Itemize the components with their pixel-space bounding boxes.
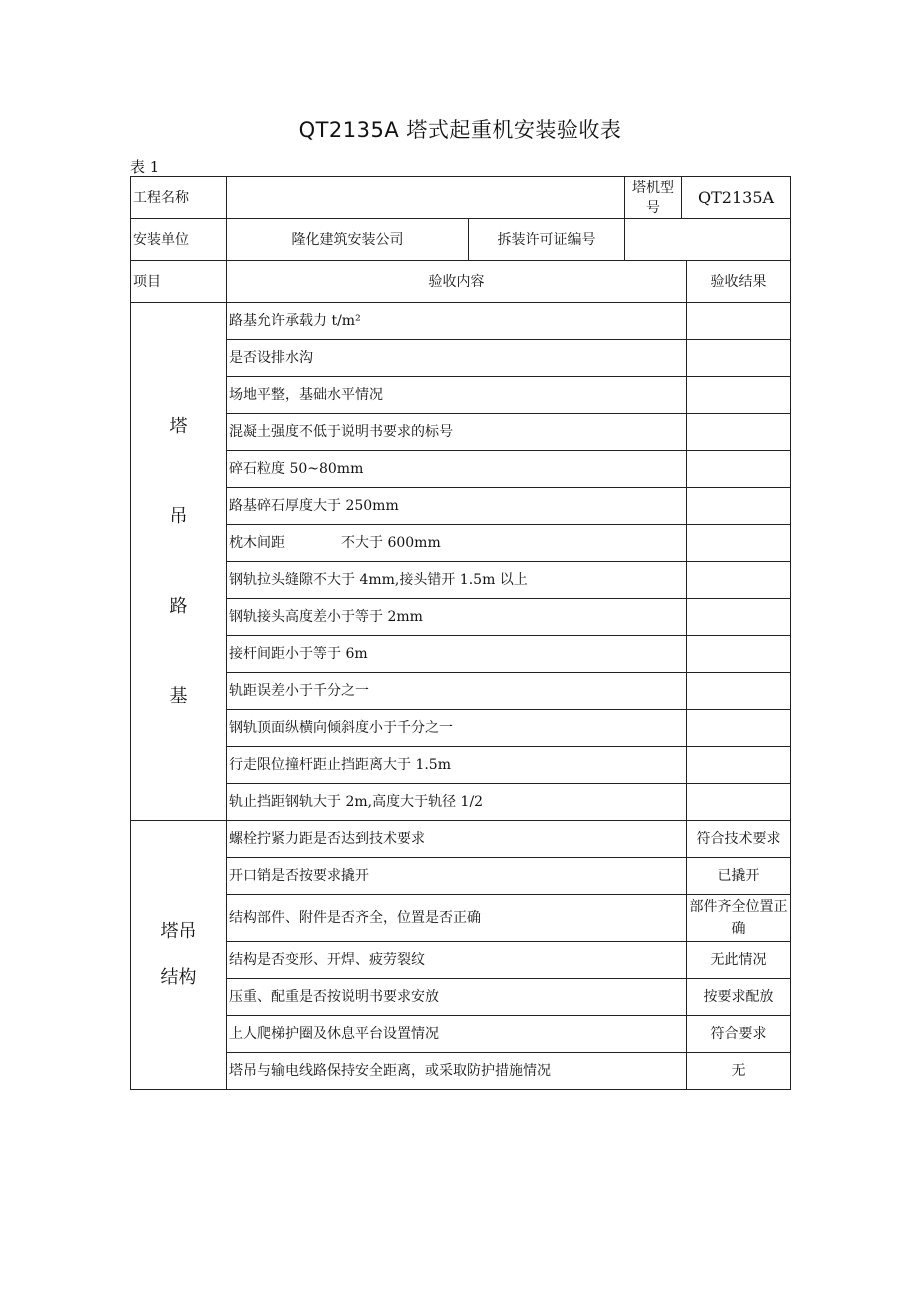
- table-row: [131, 303, 791, 340]
- check-item-result[interactable]: 符合要求: [687, 1016, 791, 1053]
- table-row: [131, 747, 791, 784]
- table-row: [131, 1053, 791, 1090]
- check-item-content: 塔吊与输电线路保持安全距离，或采取防护措施情况: [227, 1053, 687, 1090]
- check-item-content: 路基允许承载力 t/m²: [227, 303, 687, 340]
- check-item-content: 轨距误差小于千分之一: [227, 673, 687, 710]
- header-row-project: [131, 177, 791, 219]
- check-item-result[interactable]: 符合技术要求: [687, 821, 791, 858]
- check-item-result[interactable]: [687, 710, 791, 747]
- table-row: [131, 710, 791, 747]
- check-item-result[interactable]: 无此情况: [687, 942, 791, 979]
- check-item-content: 行走限位撞杆距止挡距离大于 1.5m: [227, 747, 687, 784]
- check-item-result[interactable]: 按要求配放: [687, 979, 791, 1016]
- check-item-result[interactable]: 已撬开: [687, 858, 791, 895]
- check-item-content: 上人爬梯护圈及休息平台设置情况: [227, 1016, 687, 1053]
- section-label-roadbed: [131, 303, 227, 821]
- check-item-result[interactable]: [687, 673, 791, 710]
- install-unit-label: 安装单位: [131, 219, 227, 261]
- check-item-content: 接杆间距小于等于 6m: [227, 636, 687, 673]
- project-name-label: 工程名称: [131, 177, 227, 219]
- section-label-char: 路: [169, 595, 188, 617]
- section-label-structure: [131, 821, 227, 1090]
- table-row: [131, 414, 791, 451]
- check-item-content: 碎石粒度 50~80mm: [227, 451, 687, 488]
- check-item-content: 路基碎石厚度大于 250mm: [227, 488, 687, 525]
- model-label: 塔机型号: [625, 177, 682, 219]
- table-row: [131, 377, 791, 414]
- col-result-header: 验收结果: [687, 261, 791, 303]
- table-row: [131, 525, 791, 562]
- table-row: [131, 784, 791, 821]
- check-item-result[interactable]: 无: [687, 1053, 791, 1090]
- col-content-header: 验收内容: [227, 261, 687, 303]
- section-label-char: 塔: [169, 415, 188, 437]
- check-item-content: 钢轨顶面纵横向倾斜度小于千分之一: [227, 710, 687, 747]
- check-item-result[interactable]: [687, 562, 791, 599]
- document-title: QT2135A 塔式起重机安装验收表: [298, 118, 622, 142]
- table-row: [131, 599, 791, 636]
- check-item-content: 轨止挡距钢轨大于 2m,高度大于轨径 1/2: [227, 784, 687, 821]
- section-label-char: 吊: [169, 505, 188, 527]
- check-item-content: 钢轨接头高度差小于等于 2mm: [227, 599, 687, 636]
- col-item-header: 项目: [131, 261, 227, 303]
- check-item-content: 压重、配重是否按说明书要求安放: [227, 979, 687, 1016]
- check-item-result[interactable]: [687, 451, 791, 488]
- table-row: [131, 673, 791, 710]
- section-label-char: 塔吊: [160, 921, 197, 942]
- install-unit-value[interactable]: 隆化建筑安装公司: [227, 219, 469, 261]
- header-row-unit: [131, 219, 791, 261]
- model-value[interactable]: QT2135A: [682, 177, 791, 219]
- project-name-value[interactable]: [227, 177, 625, 219]
- check-item-result[interactable]: [687, 636, 791, 673]
- table-row: [131, 340, 791, 377]
- section-label-char: 结构: [160, 967, 197, 988]
- table-row: [131, 636, 791, 673]
- table-row: [131, 451, 791, 488]
- table-row: [131, 858, 791, 895]
- check-item-content: 钢轨拉头缝隙不大于 4mm,接头错开 1.5m 以上: [227, 562, 687, 599]
- check-item-result[interactable]: [687, 414, 791, 451]
- permit-value[interactable]: [625, 219, 791, 261]
- table-row: [131, 821, 791, 858]
- check-item-result[interactable]: [687, 303, 791, 340]
- table-row: [131, 942, 791, 979]
- table-row: [131, 895, 791, 942]
- check-item-content: 结构部件、附件是否齐全，位置是否正确: [227, 895, 687, 942]
- check-item-content: 开口销是否按要求撬开: [227, 858, 687, 895]
- check-item-content: 结构是否变形、开焊、疲劳裂纹: [227, 942, 687, 979]
- check-item-content: 混凝土强度不低于说明书要求的标号: [227, 414, 687, 451]
- check-item-result[interactable]: 部件齐全位置正确: [687, 895, 791, 942]
- check-item-result[interactable]: [687, 747, 791, 784]
- acceptance-table: [130, 176, 791, 1090]
- check-item-result[interactable]: [687, 377, 791, 414]
- check-item-result[interactable]: [687, 599, 791, 636]
- check-item-result[interactable]: [687, 525, 791, 562]
- table-row: [131, 562, 791, 599]
- section-label-char: 基: [169, 685, 188, 707]
- check-item-content: 螺栓拧紧力距是否达到技术要求: [227, 821, 687, 858]
- check-item-content: 枕木间距 不大于 600mm: [227, 525, 687, 562]
- check-item-content: 是否设排水沟: [227, 340, 687, 377]
- table-row: [131, 979, 791, 1016]
- check-item-result[interactable]: [687, 784, 791, 821]
- table-row: [131, 488, 791, 525]
- table-row: [131, 1016, 791, 1053]
- column-header-row: [131, 261, 791, 303]
- check-item-result[interactable]: [687, 488, 791, 525]
- permit-label: 拆装许可证编号: [469, 219, 625, 261]
- check-item-content: 场地平整，基础水平情况: [227, 377, 687, 414]
- table-label: 表 1: [130, 158, 160, 176]
- check-item-result[interactable]: [687, 340, 791, 377]
